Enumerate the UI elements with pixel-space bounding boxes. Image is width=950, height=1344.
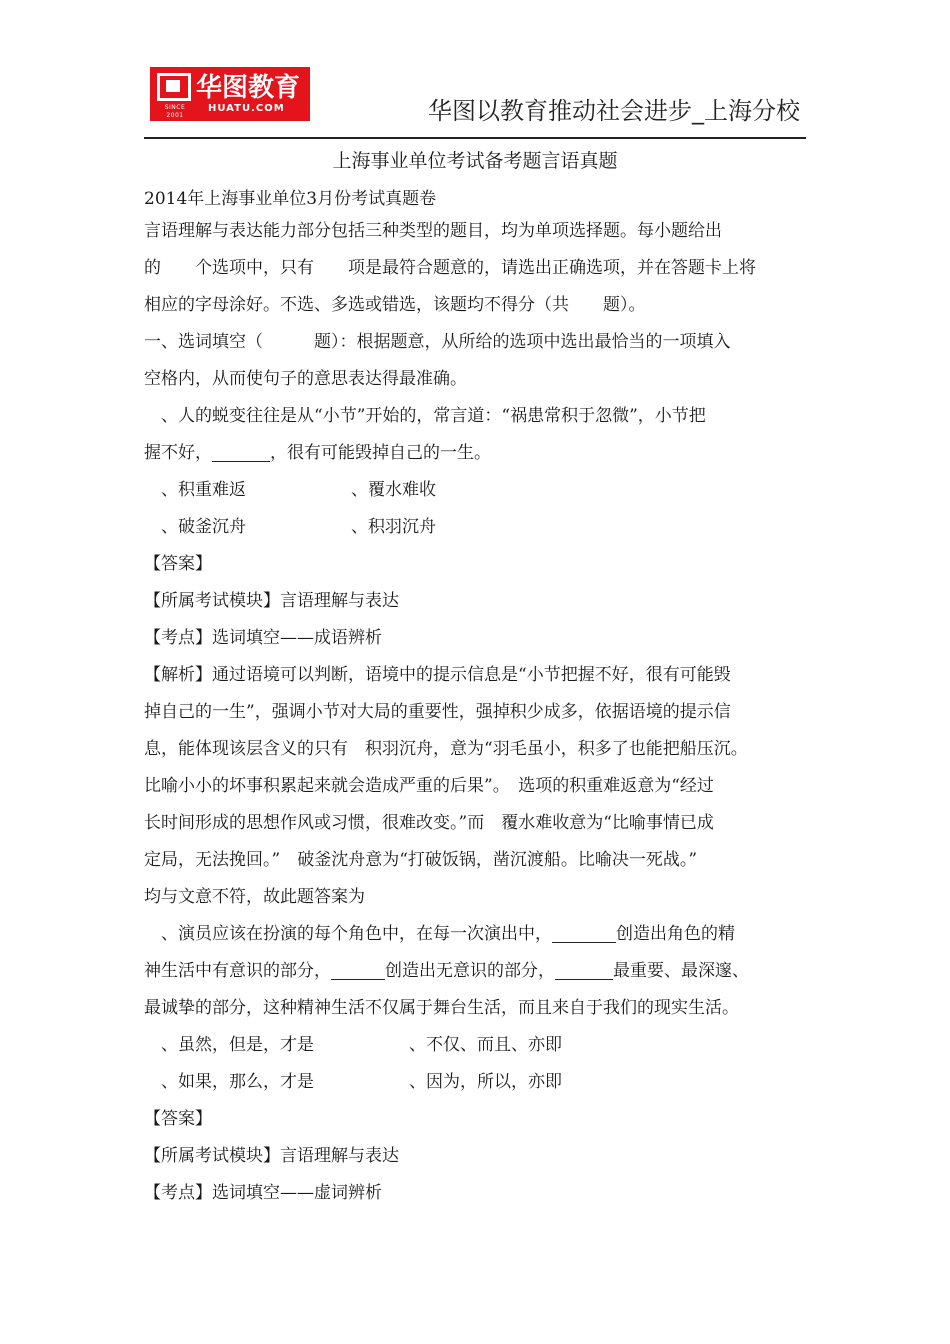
q1-point: 【考点】选词填空——成语辨析 xyxy=(144,628,382,648)
q2-option-b: 、不仅、而且、亦即 xyxy=(392,1035,562,1055)
q2-point: 【考点】选词填空——虚词辨析 xyxy=(144,1183,382,1203)
q1-options-row xyxy=(144,509,810,546)
logo-chinese-name: 华图教育 xyxy=(196,73,301,103)
q1-stem-cont: 握不好， ，很有可能毁掉自己的一生。 xyxy=(144,443,491,463)
q2-options-row xyxy=(144,1064,810,1101)
intro-line: 言语理解与表达能力部分包括三种类型的题目，均为单项选择题。每小题给出 xyxy=(144,221,722,241)
q2-answer: 【答案】 xyxy=(144,1109,212,1129)
section-heading: 一、选词填空（ 题）：根据题意，从所给的选项中选出最恰当的一项填入 xyxy=(144,332,731,352)
q2-stem-cont: 神生活中有意识的部分， 创造出无意识的部分， 最重要、最深邃、 xyxy=(144,961,749,981)
q1-analysis-line: 比喻小小的坏事积累起来就会造成严重的后果”。 选项的积重难返意为“经过 xyxy=(144,776,714,796)
q2-option-d: 、因为，所以，亦即 xyxy=(392,1072,562,1092)
q2-blank-2 xyxy=(331,961,385,980)
document-body xyxy=(144,185,810,1212)
q1-answer: 【答案】 xyxy=(144,554,212,574)
document-title: 上海事业单位考试备考题言语真题 xyxy=(332,150,618,172)
exam-subtitle: 2014年上海事业单位3月份考试真题卷 xyxy=(144,189,437,209)
q1-blank xyxy=(212,443,270,462)
logo-english-name: HUATU.COM xyxy=(208,103,285,114)
intro-line: 相应的字母涂好。不选、多选或错选，该题均不得分（共 题）。 xyxy=(144,295,646,315)
q1-options-row xyxy=(144,472,810,509)
q1-analysis-line: 掉自己的一生”，强调小节对大局的重要性，强掉积少成多，依据语境的提示信 xyxy=(144,702,731,722)
q2-stem: 、演员应该在扮演的每个角色中，在每一次演出中， 创造出角色的精 xyxy=(144,924,735,944)
q1-option-c: 、破釜沉舟 xyxy=(144,517,246,537)
header-divider xyxy=(144,137,806,139)
q1-stem: 、人的蜕变往往是从“小节”开始的，常言道：“祸患常积于忽微”，小节把 xyxy=(144,406,706,426)
header-slogan: 华图以教育推动社会进步_上海分校 xyxy=(428,97,800,125)
logo-emblem-icon xyxy=(157,73,191,119)
logo-since: SINCE 2001 xyxy=(164,104,186,119)
q2-stem-cont: 最诚挚的部分，这种精神生活不仅属于舞台生活，而且来自于我们的现实生活。 xyxy=(144,998,739,1018)
intro-line: 的 个选项中，只有 项是最符合题意的，请选出正确选项，并在答题卡上将 xyxy=(144,258,756,278)
section-heading-cont: 空格内，从而使句子的意思表达得最准确。 xyxy=(144,369,467,389)
q1-module: 【所属考试模块】言语理解与表达 xyxy=(144,591,399,611)
q2-blank-3 xyxy=(555,961,613,980)
q1-analysis-line: 均与文意不符，故此题答案为 xyxy=(144,887,365,907)
q1-analysis-line: 长时间形成的思想作风或习惯，很难改变。”而 覆水难收意为“比喻事情已成 xyxy=(144,813,714,833)
q1-analysis-line: 【解析】通过语境可以判断，语境中的提示信息是“小节把握不好，很有可能毁 xyxy=(144,665,731,685)
q2-option-c: 、如果，那么，才是 xyxy=(144,1072,314,1092)
q2-option-a: 、虽然，但是，才是 xyxy=(144,1035,314,1055)
q1-option-a: 、积重难返 xyxy=(144,480,246,500)
q1-analysis-line: 定局，无法挽回。” 破釜沈舟意为“打破饭锅，凿沉渡船。比喻决一死战。” xyxy=(144,850,698,870)
q1-option-b: 、覆水难收 xyxy=(334,480,436,500)
q2-options-row xyxy=(144,1027,810,1064)
q1-option-d: 、积羽沉舟 xyxy=(334,517,436,537)
q2-module: 【所属考试模块】言语理解与表达 xyxy=(144,1146,399,1166)
q1-analysis-line: 息，能体现该层含义的只有 积羽沉舟，意为“羽毛虽小，积多了也能把船压沉。 xyxy=(144,739,748,759)
q2-blank-1 xyxy=(552,924,616,943)
huatu-logo xyxy=(150,67,310,121)
